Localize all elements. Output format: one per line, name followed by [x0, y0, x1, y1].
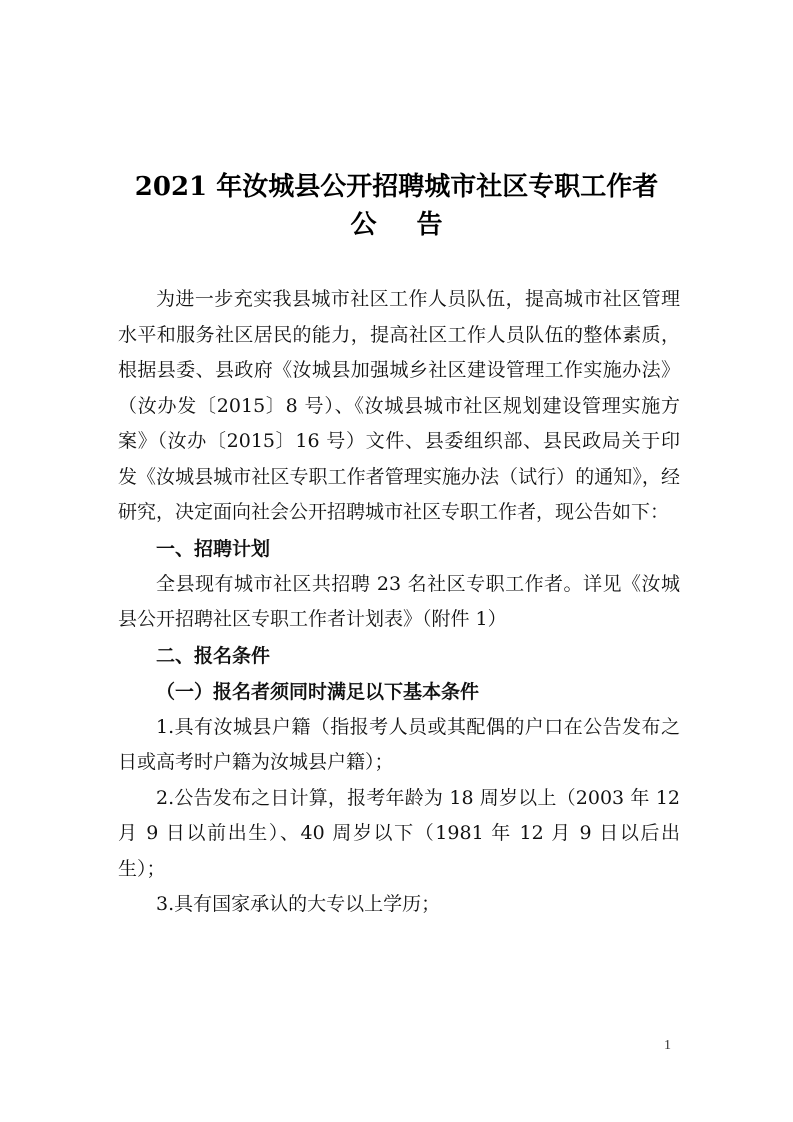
plan-paragraph: 全县现有城市社区共招聘 23 名社区专职工作者。详见《汝城县公开招聘社区专职工作者计划表》（附件 1）	[118, 572, 680, 630]
subsection-heading-basic: （一）报名者须同时满足以下基本条件	[156, 680, 480, 703]
section-heading-conditions: 二、报名条件	[156, 644, 271, 667]
condition-item-1: 1.具有汝城县户籍（指报考人员或其配偶的户口在公告发布之日或高考时户籍为汝城县户籍）；	[118, 715, 680, 773]
intro-paragraph: 为进一步充实我县城市社区工作人员队伍，提高城市社区管理水平和服务社区居民的能力，提高社区工作人员队伍的整体素质，根据县委、县政府《汝城县加强城乡社区建设管理工作实施办法》（汝办发〔2015〕8 号）、《汝城县城市社区规划建设管理实施方案》（汝办〔2015〕16 号）文件、县委组织部、县民政局关于印发《汝城县城市社区专职工作者管理实施办法（试行）的通知》，经研究，决定面向社会公开招聘城市社区专职工作者，现公告如下：	[118, 288, 680, 523]
condition-item-3: 3.具有国家承认的大专以上学历；	[156, 893, 441, 915]
document-body	[118, 282, 680, 923]
document-subtitle: 公告	[350, 210, 483, 240]
document-title: 2021 年汝城县公开招聘城市社区专职工作者	[134, 172, 659, 202]
page-number: 1	[664, 1038, 671, 1053]
condition-item-2: 2.公告发布之日计算，报考年龄为 18 周岁以上（2003 年 12 月 9 日以前出生）、40 周岁以下（1981 年 12 月 9 日以后出生）；	[118, 786, 680, 880]
section-heading-plan: 一、招聘计划	[156, 537, 271, 560]
